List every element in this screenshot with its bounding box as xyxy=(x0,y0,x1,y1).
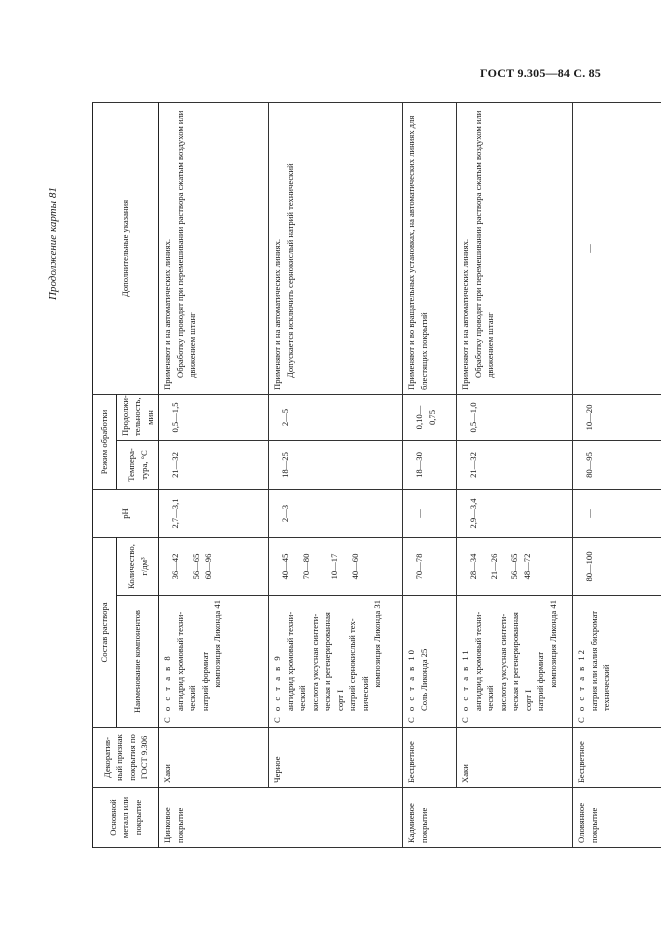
component-item: натрия или калия бихромат технический xyxy=(588,610,612,711)
duration-cell xyxy=(159,394,269,440)
duration-value: 0,10—0,75 xyxy=(414,405,437,430)
notes-cell xyxy=(573,102,661,394)
component-item: ангидрид хромовый технический xyxy=(472,611,496,711)
rotated-table-container xyxy=(92,103,661,848)
notes-cell xyxy=(159,102,269,394)
component-item: кислота уксусная синтетическая и регенерированная сорт I xyxy=(497,612,533,711)
quantity-value: 56—65 xyxy=(190,553,201,580)
note-text: Применяют и на автоматических линиях. xyxy=(460,238,471,390)
quantity-cell xyxy=(403,538,457,596)
metal-cell: Кадмиевое покрытие xyxy=(403,788,457,848)
ph-value: 2,9—3,4 xyxy=(468,498,479,529)
notes-cell xyxy=(269,102,403,394)
page-header: ГОСТ 9.305—84 С. 85 xyxy=(480,66,601,80)
quantity-value: 36—42 xyxy=(170,553,181,580)
duration-cell xyxy=(573,394,661,440)
header-ph: рН xyxy=(93,490,159,538)
table-row xyxy=(403,102,457,847)
duration-value: 0,5—1,0 xyxy=(468,402,479,433)
metal-cell: Оловянное покрытие xyxy=(573,788,661,848)
component-item: композиция Ликонда 41 xyxy=(212,600,223,688)
ph-value: 2—3 xyxy=(280,504,291,523)
note-text: — xyxy=(584,244,595,253)
duration-cell xyxy=(457,394,573,440)
temp-cell xyxy=(269,441,403,490)
component-cell xyxy=(269,596,403,728)
component-cell xyxy=(159,596,269,728)
header-quantity: Количество, г/дм³ xyxy=(117,538,159,596)
duration-cell xyxy=(269,394,403,440)
treatment-table xyxy=(92,102,661,848)
note-text: Применяют и во вращательных установках, на автоматических линиях для блестящих покрытий xyxy=(406,115,429,390)
ph-cell xyxy=(269,490,403,538)
duration-value: 2—5 xyxy=(280,408,291,427)
metal-cell: Цинковое покрытие xyxy=(159,788,269,848)
continuation-title: Продолжение карты 81 xyxy=(47,187,59,300)
quantity-value: 40—60 xyxy=(349,553,360,580)
ph-value: — xyxy=(414,509,425,518)
decor-cell: Бесцветное xyxy=(573,728,661,788)
decor-cell: Хаки xyxy=(457,728,573,788)
quantity-cell xyxy=(457,538,573,596)
notes-cell xyxy=(457,102,573,394)
quantity-value: 60—96 xyxy=(203,553,214,580)
component-item: натрий формиат xyxy=(535,651,546,711)
quantity-value: 80—100 xyxy=(584,551,595,582)
quantity-cell xyxy=(159,538,269,596)
metal-cell xyxy=(457,788,573,848)
header-solution: Состав раствора xyxy=(93,538,117,728)
quantity-value: 28—34 xyxy=(468,553,479,580)
duration-value: 0,5—1,5 xyxy=(170,402,181,433)
temp-cell xyxy=(403,441,457,490)
table-row xyxy=(457,102,573,847)
quantity-value: 21—26 xyxy=(488,553,499,580)
quantity-value: 56—65 xyxy=(509,553,520,580)
note-text: Применяют и на автоматических линиях. xyxy=(272,238,283,390)
quantity-value: 10—17 xyxy=(329,553,340,580)
temp-value: 80—95 xyxy=(584,452,595,478)
table-row xyxy=(573,102,661,847)
quantity-value: 70—78 xyxy=(414,553,425,580)
decor-cell: Бесцветное xyxy=(403,728,457,788)
component-item: ангидрид хромовый технический xyxy=(284,611,308,711)
ph-cell xyxy=(159,490,269,538)
duration-value: 10—20 xyxy=(584,404,595,431)
component-item: натрий сернокислый технический xyxy=(347,618,370,711)
quantity-cell xyxy=(269,538,403,596)
component-cell xyxy=(457,596,573,728)
quantity-value: 48—72 xyxy=(521,553,532,580)
temp-cell xyxy=(573,441,661,490)
ph-value: 2,7—3,1 xyxy=(170,498,181,529)
header-temperature: Температура, °С xyxy=(117,441,159,490)
component-item: ангидрид хромовый технический xyxy=(174,611,198,711)
component-item: натрий формиат xyxy=(199,651,210,711)
temp-value: 21—32 xyxy=(170,452,181,478)
component-item: кислота уксусная синтетическая и регенерированная сорт I xyxy=(309,612,345,711)
notes-cell xyxy=(403,102,457,394)
ph-cell xyxy=(573,490,661,538)
header-notes: Дополнительные указания xyxy=(93,102,159,394)
component-cell xyxy=(403,596,457,728)
note-text: Обработку проводят при перемешивании раствора сжатым воздухом или движением штанг xyxy=(472,110,496,378)
header-base-metal: Основной металл или покрытие xyxy=(93,788,159,848)
duration-cell xyxy=(403,394,457,440)
ph-cell xyxy=(457,490,573,538)
component-item: композиция Ликонда 41 xyxy=(547,600,558,688)
quantity-value: 40—45 xyxy=(280,553,291,580)
temp-value: 18—25 xyxy=(280,452,291,478)
ph-value: — xyxy=(584,509,595,518)
metal-cell xyxy=(269,788,403,848)
note-text: Применяют и на автоматических линиях. xyxy=(162,238,173,390)
note-text: Обработку проводят при перемешивании раствора сжатым воздухом или движением штанг xyxy=(174,110,198,378)
header-mode: Режим обработки xyxy=(93,394,117,489)
temp-value: 18—30 xyxy=(414,452,425,478)
quantity-value: 70—80 xyxy=(300,553,311,580)
note-text: Допускается исключить сернокислый натрий технический xyxy=(284,163,295,378)
ph-cell xyxy=(403,490,457,538)
header-component-name: Наименование компонентов xyxy=(117,596,159,728)
component-item: Соль Ликонда 25 xyxy=(418,648,429,711)
header-duration: Продолжительность, мин xyxy=(117,394,159,440)
table-row xyxy=(269,102,403,847)
decor-cell: Черное xyxy=(269,728,403,788)
table-row xyxy=(159,102,269,847)
temp-cell xyxy=(159,441,269,490)
composition-label: С о с т а в 10 xyxy=(406,648,417,723)
composition-label: С о с т а в 11 xyxy=(460,648,471,723)
header-decorative: Декоративный признак покрытия по ГОСТ 9.306 xyxy=(93,728,159,788)
component-cell xyxy=(573,596,661,728)
temp-cell xyxy=(457,441,573,490)
quantity-cell xyxy=(573,538,661,596)
component-item: композиция Ликонда 31 xyxy=(371,600,382,688)
temp-value: 21—32 xyxy=(468,452,479,478)
decor-cell: Хаки xyxy=(159,728,269,788)
composition-label: С о с т а в 9 xyxy=(272,654,283,723)
composition-label: С о с т а в 12 xyxy=(576,648,587,723)
composition-label: С о с т а в 8 xyxy=(162,654,173,723)
